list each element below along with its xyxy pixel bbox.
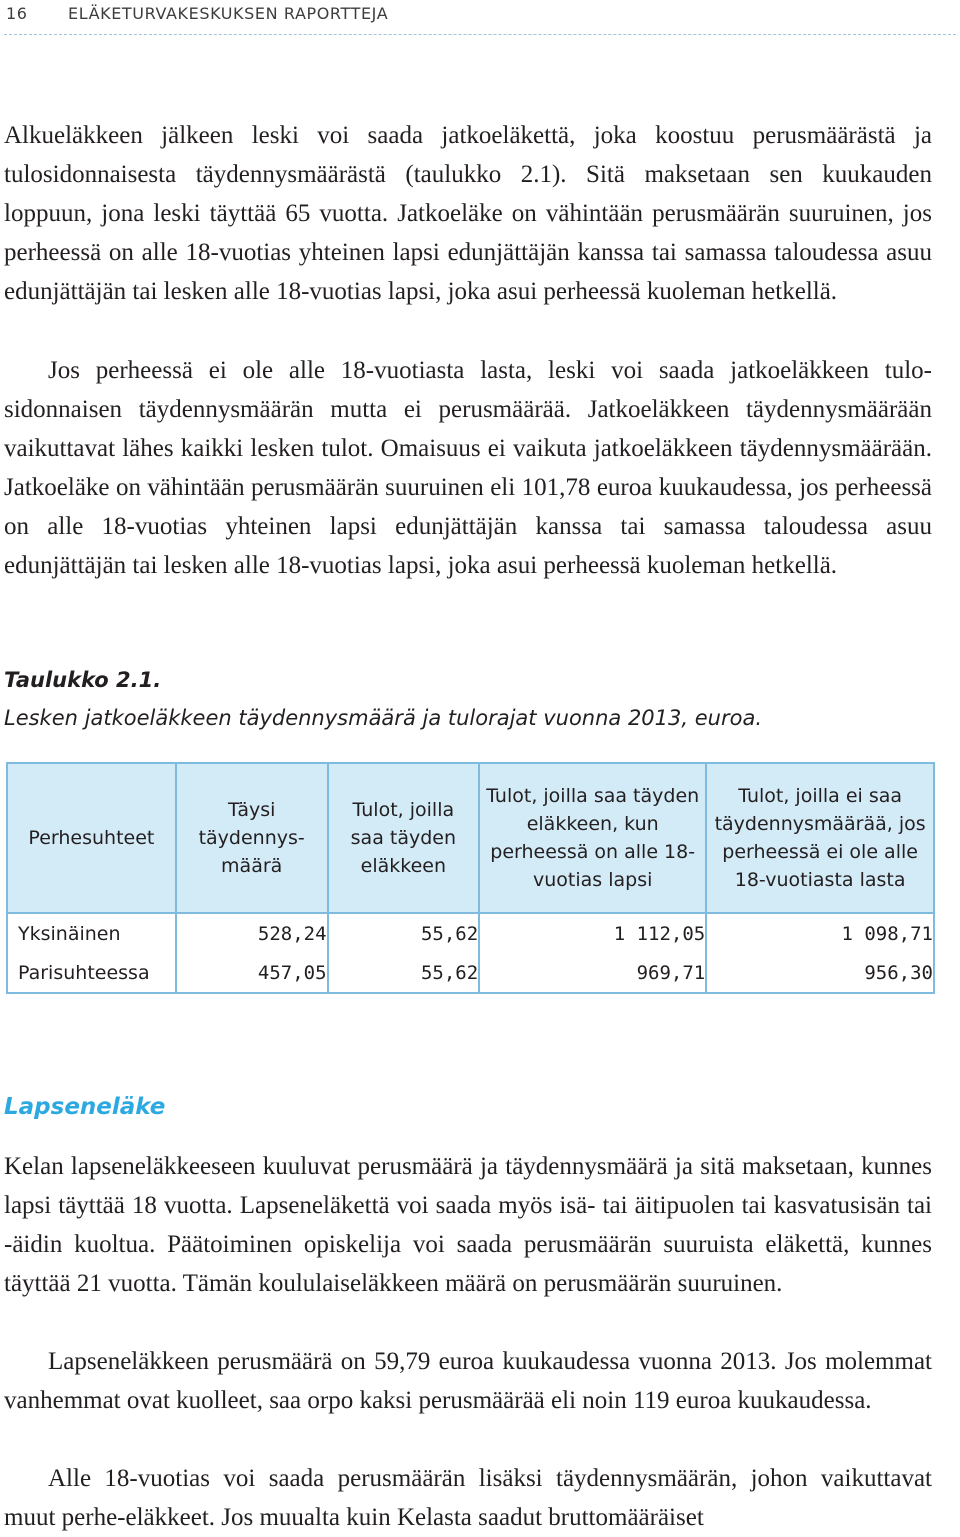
paragraph-lapselake-taydennys: Alle 18-vuotias voi saada perusmäärän lisäksi täydennysmäärän, johon vaikuttavat muut perhe-eläkkeet. Jos muualta kuin Kelasta saadut bruttomääräiset xyxy=(4,1465,932,1531)
section-heading-lapseneläke: Lapseneläke xyxy=(4,1094,166,1120)
running-header xyxy=(4,0,956,35)
header-perhesuhteet: Perhesuhteet xyxy=(7,763,176,913)
paragraph-jatkoelake: Alkueläkkeen jälkeen leski voi saada jatkoeläkettä, joka koostuu perusmäärästä ja tulosidonnaisesta täydennysmäärästä (taulukko 2.1). Sitä maksetaan sen kuukauden loppuun, jona leski täyttää 65 vuotta. Jatkoeläke on vähintään perusmäärän suuruinen, jos perheessä on alle 18-vuotias yhteinen lapsi edunjättäjän kanssa tai samassa taloudessa asuu edunjättäjän tai lesken alle 18-vuotias lapsi, joka asui perheessä kuoleman hetkellä. xyxy=(4,122,932,305)
table-label: Taulukko 2.1. xyxy=(4,668,162,692)
paragraph-taydennysmaara: Jos perheessä ei ole alle 18-vuotiasta lasta, leski voi saada jatkoeläkkeen tulosidonnaisen täydennysmäärän mutta ei perusmäärää. Jatkoeläkkeen täydennysmäärään vaikuttavat lähes kaikki lesken tulot. Omaisuus ei vaikuta jatkoeläkkeen täydennysmäärään. Jatkoeläke on vähintään perusmäärän suuruinen eli 101,78 euroa kuukaudessa, jos perheessä on alle 18-vuotias yhteinen lapsi edunjättäjän kanssa tai samassa taloudessa asuu edunjättäjän tai lesken alle 18-vuotias lapsi, joka asui perheessä kuoleman hetkellä. xyxy=(4,357,932,579)
table-header-row xyxy=(7,763,934,913)
table-row xyxy=(7,913,934,953)
header-tulot-lapsi: Tulot, joilla saa täyden eläkkeen, kun perheessä on alle 18-vuotias lapsi xyxy=(479,763,706,913)
paragraph-lapselake-perusmaara: Lapseneläkkeen perusmäärä on 59,79 euroa kuukaudessa vuonna 2013. Jos molemmat vanhemmat ovat kuolleet, saa orpo kaksi perusmäärää eli noin 119 euroa kuukaudessa. xyxy=(4,1348,932,1414)
header-tulot-taysi-elake: Tulot, joilla saa täyden eläkkeen xyxy=(328,763,480,913)
cell-value: 457,05 xyxy=(176,953,328,993)
table-title: Lesken jatkoeläkkeen täydennysmäärä ja tulorajat vuonna 2013, euroa. xyxy=(4,706,762,730)
cell-value: 1 112,05 xyxy=(479,913,706,953)
header-tulot-ei-lasta: Tulot, joilla ei saa täydennysmäärää, jos perheessä ei ole alle 18-vuotiasta lasta xyxy=(706,763,934,913)
page-number: 16 xyxy=(6,4,28,23)
cell-value: 528,24 xyxy=(176,913,328,953)
cell-value: 55,62 xyxy=(328,913,480,953)
running-header-title: ELÄKETURVAKESKUKSEN RAPORTTEJA xyxy=(68,4,389,23)
row-label: Yksinäinen xyxy=(7,913,176,953)
table-row xyxy=(7,953,934,993)
cell-value: 956,30 xyxy=(706,953,934,993)
header-taysi-taydennysmaara: Täysi täydennysmäärä xyxy=(176,763,328,913)
paragraph-lapselake-intro: Kelan lapseneläkkeeseen kuuluvat perusmäärä ja täydennysmäärä ja sitä maksetaan, kunnes lapsi täyttää 18 vuotta. Lapseneläkettä voi saada myös isä- tai äitipuolen tai kasvatusisän tai -äidin kuoltua. Päätoiminen opiskelija voi saada perusmäärän suuruista eläkettä, kunnes täyttää 21 vuotta. Tämän koululaiseläkkeen määrä on perusmäärän suuruinen. xyxy=(4,1153,932,1297)
income-limits-table xyxy=(6,762,935,994)
row-label: Parisuhteessa xyxy=(7,953,176,993)
cell-value: 969,71 xyxy=(479,953,706,993)
cell-value: 1 098,71 xyxy=(706,913,934,953)
cell-value: 55,62 xyxy=(328,953,480,993)
